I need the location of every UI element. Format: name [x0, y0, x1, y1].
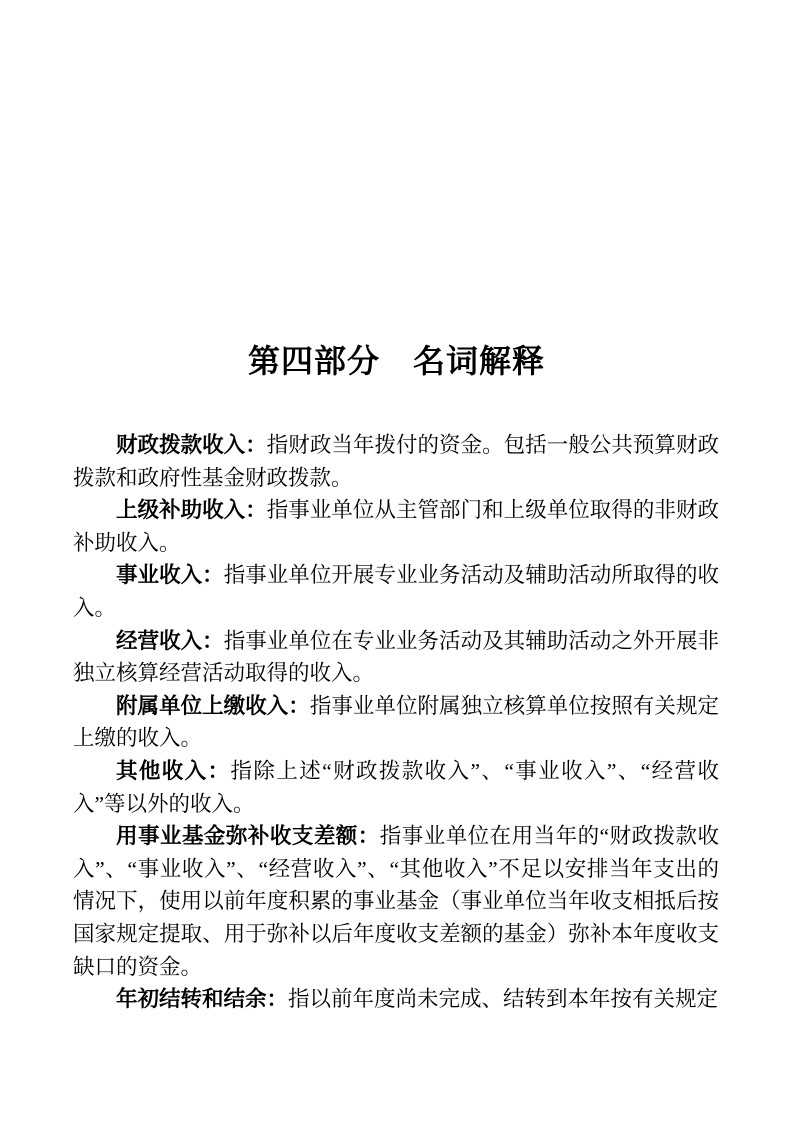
term-definition: 指除上述“财政拨款收入”、“事业收入”、“经营收入”等以外的收入。	[73, 758, 719, 816]
definition-paragraph	[73, 755, 719, 820]
definition-paragraph	[73, 625, 719, 690]
term-definition: 指事业单位在专业业务活动及其辅助活动之外开展非独立核算经营活动取得的收入。	[73, 628, 719, 686]
definition-paragraph	[73, 983, 719, 1016]
term-definition: 指财政当年拨付的资金。包括一般公共预算财政拨款和政府性基金财政拨款。	[73, 433, 719, 490]
definition-paragraph	[73, 494, 719, 559]
term-definition: 指事业单位附属独立核算单位按照有关规定上缴的收入。	[73, 693, 719, 751]
term-label: 事业收入：	[116, 563, 224, 588]
term-definition: 指事业单位从主管部门和上级单位取得的非财政补助收入。	[73, 498, 719, 555]
term-label: 用事业基金弥补收支差额：	[116, 824, 380, 849]
term-label: 财政拨款收入：	[116, 433, 267, 457]
term-label: 其他收入：	[116, 758, 231, 783]
definition-paragraph	[73, 690, 719, 755]
definition-paragraph	[73, 820, 719, 983]
term-definition: 指事业单位开展专业业务活动及辅助活动所取得的收入。	[73, 563, 719, 620]
definition-paragraph	[73, 559, 719, 624]
definition-paragraph	[73, 429, 719, 494]
term-label: 附属单位上缴收入：	[116, 693, 310, 718]
page-title: 第四部分 名词解释	[247, 343, 545, 379]
term-definition: 指以前年度尚未完成、结转到本年按有关规定	[288, 987, 719, 1012]
term-label: 年初结转和结余：	[116, 987, 289, 1012]
term-label: 经营收入：	[116, 628, 224, 653]
term-label: 上级补助收入：	[116, 498, 267, 523]
term-definition: 指事业单位在用当年的“财政拨款收入”、“事业收入”、“经营收入”、“其他收入”不足以安排当年支出的情况下，使用以前年度积累的事业基金（事业单位当年收支相抵后按国家规定提取、用于弥补以后年度收支差额的基金）弥补本年度收支缺口的资金。	[73, 824, 719, 979]
definitions-list	[73, 429, 719, 1016]
